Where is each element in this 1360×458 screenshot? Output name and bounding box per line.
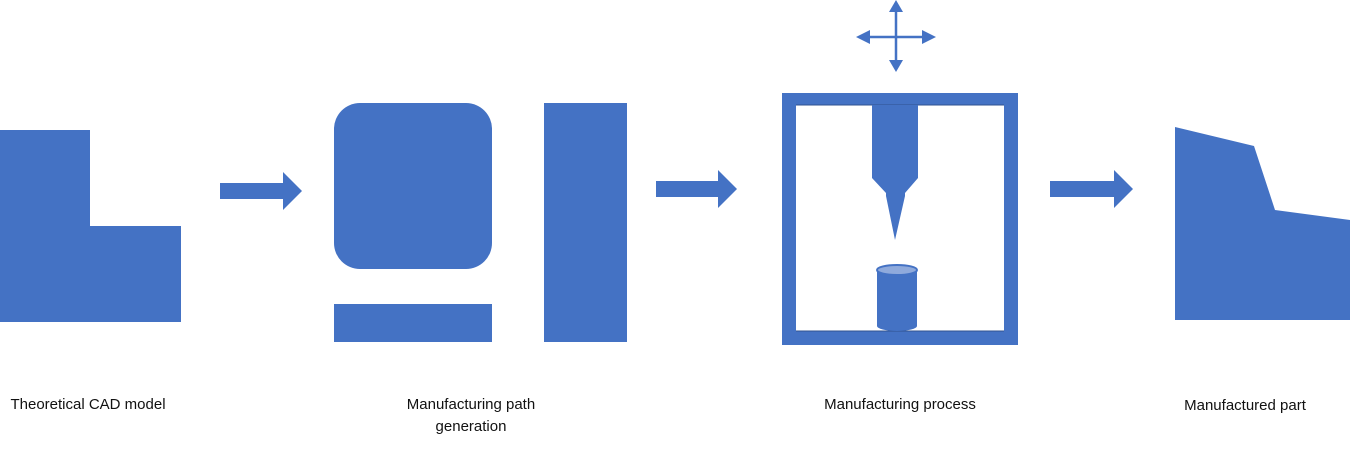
frame-base [782,331,1018,345]
four-way-arrow-icon [856,0,936,72]
cylinder-bottom [877,321,917,331]
arrow-3-right-icon [1050,170,1133,208]
step-label-path-generation: Manufacturing path generation [406,396,536,435]
tool-head-icon [872,105,918,240]
path-block-rounded-square [334,103,492,269]
cylinder-top [877,265,917,275]
frame-right-post [1004,93,1018,345]
frame-top-bar [782,93,1017,105]
path-block-tall [544,103,627,342]
manufactured-part-shape [1175,127,1350,320]
arrow-2-right-icon [656,170,737,208]
workpiece-cylinder-icon [877,265,917,331]
tool-spindle [872,105,918,178]
step-label-manufacturing-process: Manufacturing process [824,396,976,413]
tool-tip [872,178,918,240]
step-label-manufactured-part: Manufactured part [1184,397,1306,414]
path-block-bar [334,304,492,342]
step-label-cad-model: Theoretical CAD model [10,396,166,413]
arrow-1-right-icon [220,172,302,210]
cad-model-shape [0,130,181,322]
frame-left-post [782,93,796,345]
cylinder-body [877,270,917,326]
